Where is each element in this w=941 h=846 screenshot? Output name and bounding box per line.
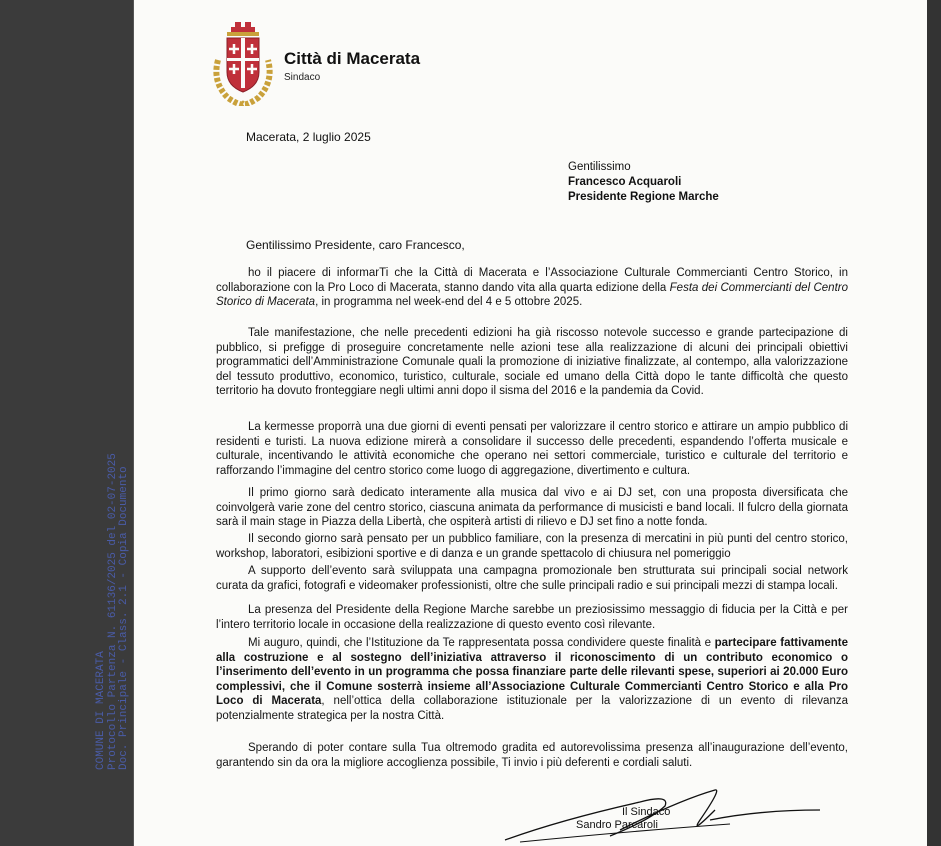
- paragraph-kermesse: La kermesse proporrà una due giorni di eventi pensati per valorizzare il centro storico e attirare un ampio pubblico di residenti e turisti. La nuova edizione mirerà a consolidare il successo delle precedenti, espandendo l’offerta musicale e culturale, incentivando le attività economiche che operano nei settori commerciale, turistico e culturale del territorio e rafforzando l’immagine del centro storico come luogo di aggregazione, divertimento e cultura.: [216, 421, 848, 477]
- paragraph-request: [216, 636, 848, 724]
- paragraph-manifestation: Tale manifestazione, che nelle precedenti edizioni ha già riscosso notevole successo e grande partecipazione di pubblico, si prefigge di proseguire concretamente nelle azioni tese alla realizzazione di alcuni dei principali obiettivi programmatici dell’Amministrazione Comunale quali la promozione di iniziative finalizzate, al contempo, alla valorizzazione del tessuto produttivo, economico, turistico, culturale, sociale ed umano della Città dopo le tante difficoltà che questo territorio ha dovuto fronteggiare negli ultimi anni dopo il sisma del 2016 e la pandemia da Covid.: [216, 327, 848, 398]
- paragraph-closing: Sperando di poter contare sulla Tua oltremodo gradita ed autorevolissima presenza all’inaugurazione dell’evento, garantendo sin da ora la migliore accoglienza possibile, Ti invio i più deferenti e cordiali saluti.: [216, 742, 848, 769]
- recipient-greeting: Gentilissimo: [568, 161, 631, 173]
- signature-role: Il Sindaco: [622, 806, 671, 818]
- letter-date: Macerata, 2 luglio 2025: [246, 130, 371, 144]
- signature-name: Sandro Parcaroli: [576, 819, 658, 831]
- intro-text: ho il piacere di informarTi che la Città di Macerata e l’Associazione Culturale Commercianti Centro Storico, in collaborazione con la Pro Loco di Macerata, stanno dando vita alla quarta edizione della: [216, 267, 848, 294]
- request-text-end: , nell’ottica della collaborazione istituzionale per la valorizzazione di un evento di rilevanza potenzialmente strategica per la nostra Città.: [216, 695, 848, 722]
- paragraph-day-one: Il primo giorno sarà dedicato interamente alla musica dal vivo e ai DJ set, con una proposta diversificata che coinvolgerà varie zone del centro storico, ciascuna animata da performance di musicisti e band locali. Il fulcro della giornata sarà il main stage in Piazza della Libertà, che ospiterà artisti di rilievo e DJ set fino a notte fonda.: [216, 487, 848, 529]
- recipient-name: Francesco Acquaroli: [568, 176, 682, 188]
- city-coat-of-arms-icon: [210, 20, 276, 106]
- intro-text-end: , in programma nel week-end del 4 e 5 ottobre 2025.: [315, 296, 583, 309]
- signature-block: [560, 806, 670, 832]
- protocol-stamp: [96, 453, 131, 770]
- event-name: Festa dei Commercianti del Centro Storico di Macerata: [216, 281, 848, 309]
- paragraph-promotion: A supporto dell’evento sarà sviluppata una campagna promozionale ben strutturata sui principali social network curata da grafici, fotografi e videomaker professionisti, oltre che sulle principali radio e sui principali mezzi di stampa locali.: [216, 565, 848, 592]
- request-text: Mi auguro, quindi, che l’Istituzione da Te rappresentata possa condividere queste finalità e: [248, 637, 715, 649]
- city-name: Città di Macerata: [284, 49, 421, 68]
- scan-right-border: [926, 0, 941, 846]
- paragraph-day-two: Il secondo giorno sarà pensato per un pubblico familiare, con la presenza di mercatini in più punti del centro storico, workshop, laboratori, esibizioni sportive e di danza e un grande spettacolo di chiusura nel pomeriggio: [216, 533, 848, 560]
- stamp-line: Doc. Principale - Class. 2.1 - Copia Documento: [118, 466, 130, 770]
- recipient-block: [568, 160, 719, 205]
- recipient-title: Presidente Regione Marche: [568, 191, 719, 203]
- office-title: Sindaco: [284, 72, 321, 83]
- request-bold-text: partecipare fattivamente alla costruzione e al sostegno dell’iniziativa attraverso il riconoscimento di un contributo economico o l’inserimento dell’evento in un programma che possa finanziare parte delle rilevanti spese, superiori ai 20.000 Euro complessivi, che il Comune sosterrà insieme all’Associazione Culturale Commercianti Centro Storico e alla Pro Loco di Macerata: [216, 637, 848, 708]
- paragraph-president: La presenza del Presidente della Regione Marche sarebbe un preziosissimo messaggio di fiducia per la Città e per l’intero territorio locale in occasione della realizzazione di questo evento così rilevante.: [216, 604, 848, 631]
- paragraph-intro: [216, 266, 848, 310]
- stamp-line: COMUNE DI MACERATA: [95, 651, 107, 770]
- salutation: Gentilissimo Presidente, caro Francesco,: [246, 238, 465, 252]
- stamp-line: Protocollo Partenza N. 61136/2025 del 02-07-2025: [106, 453, 119, 770]
